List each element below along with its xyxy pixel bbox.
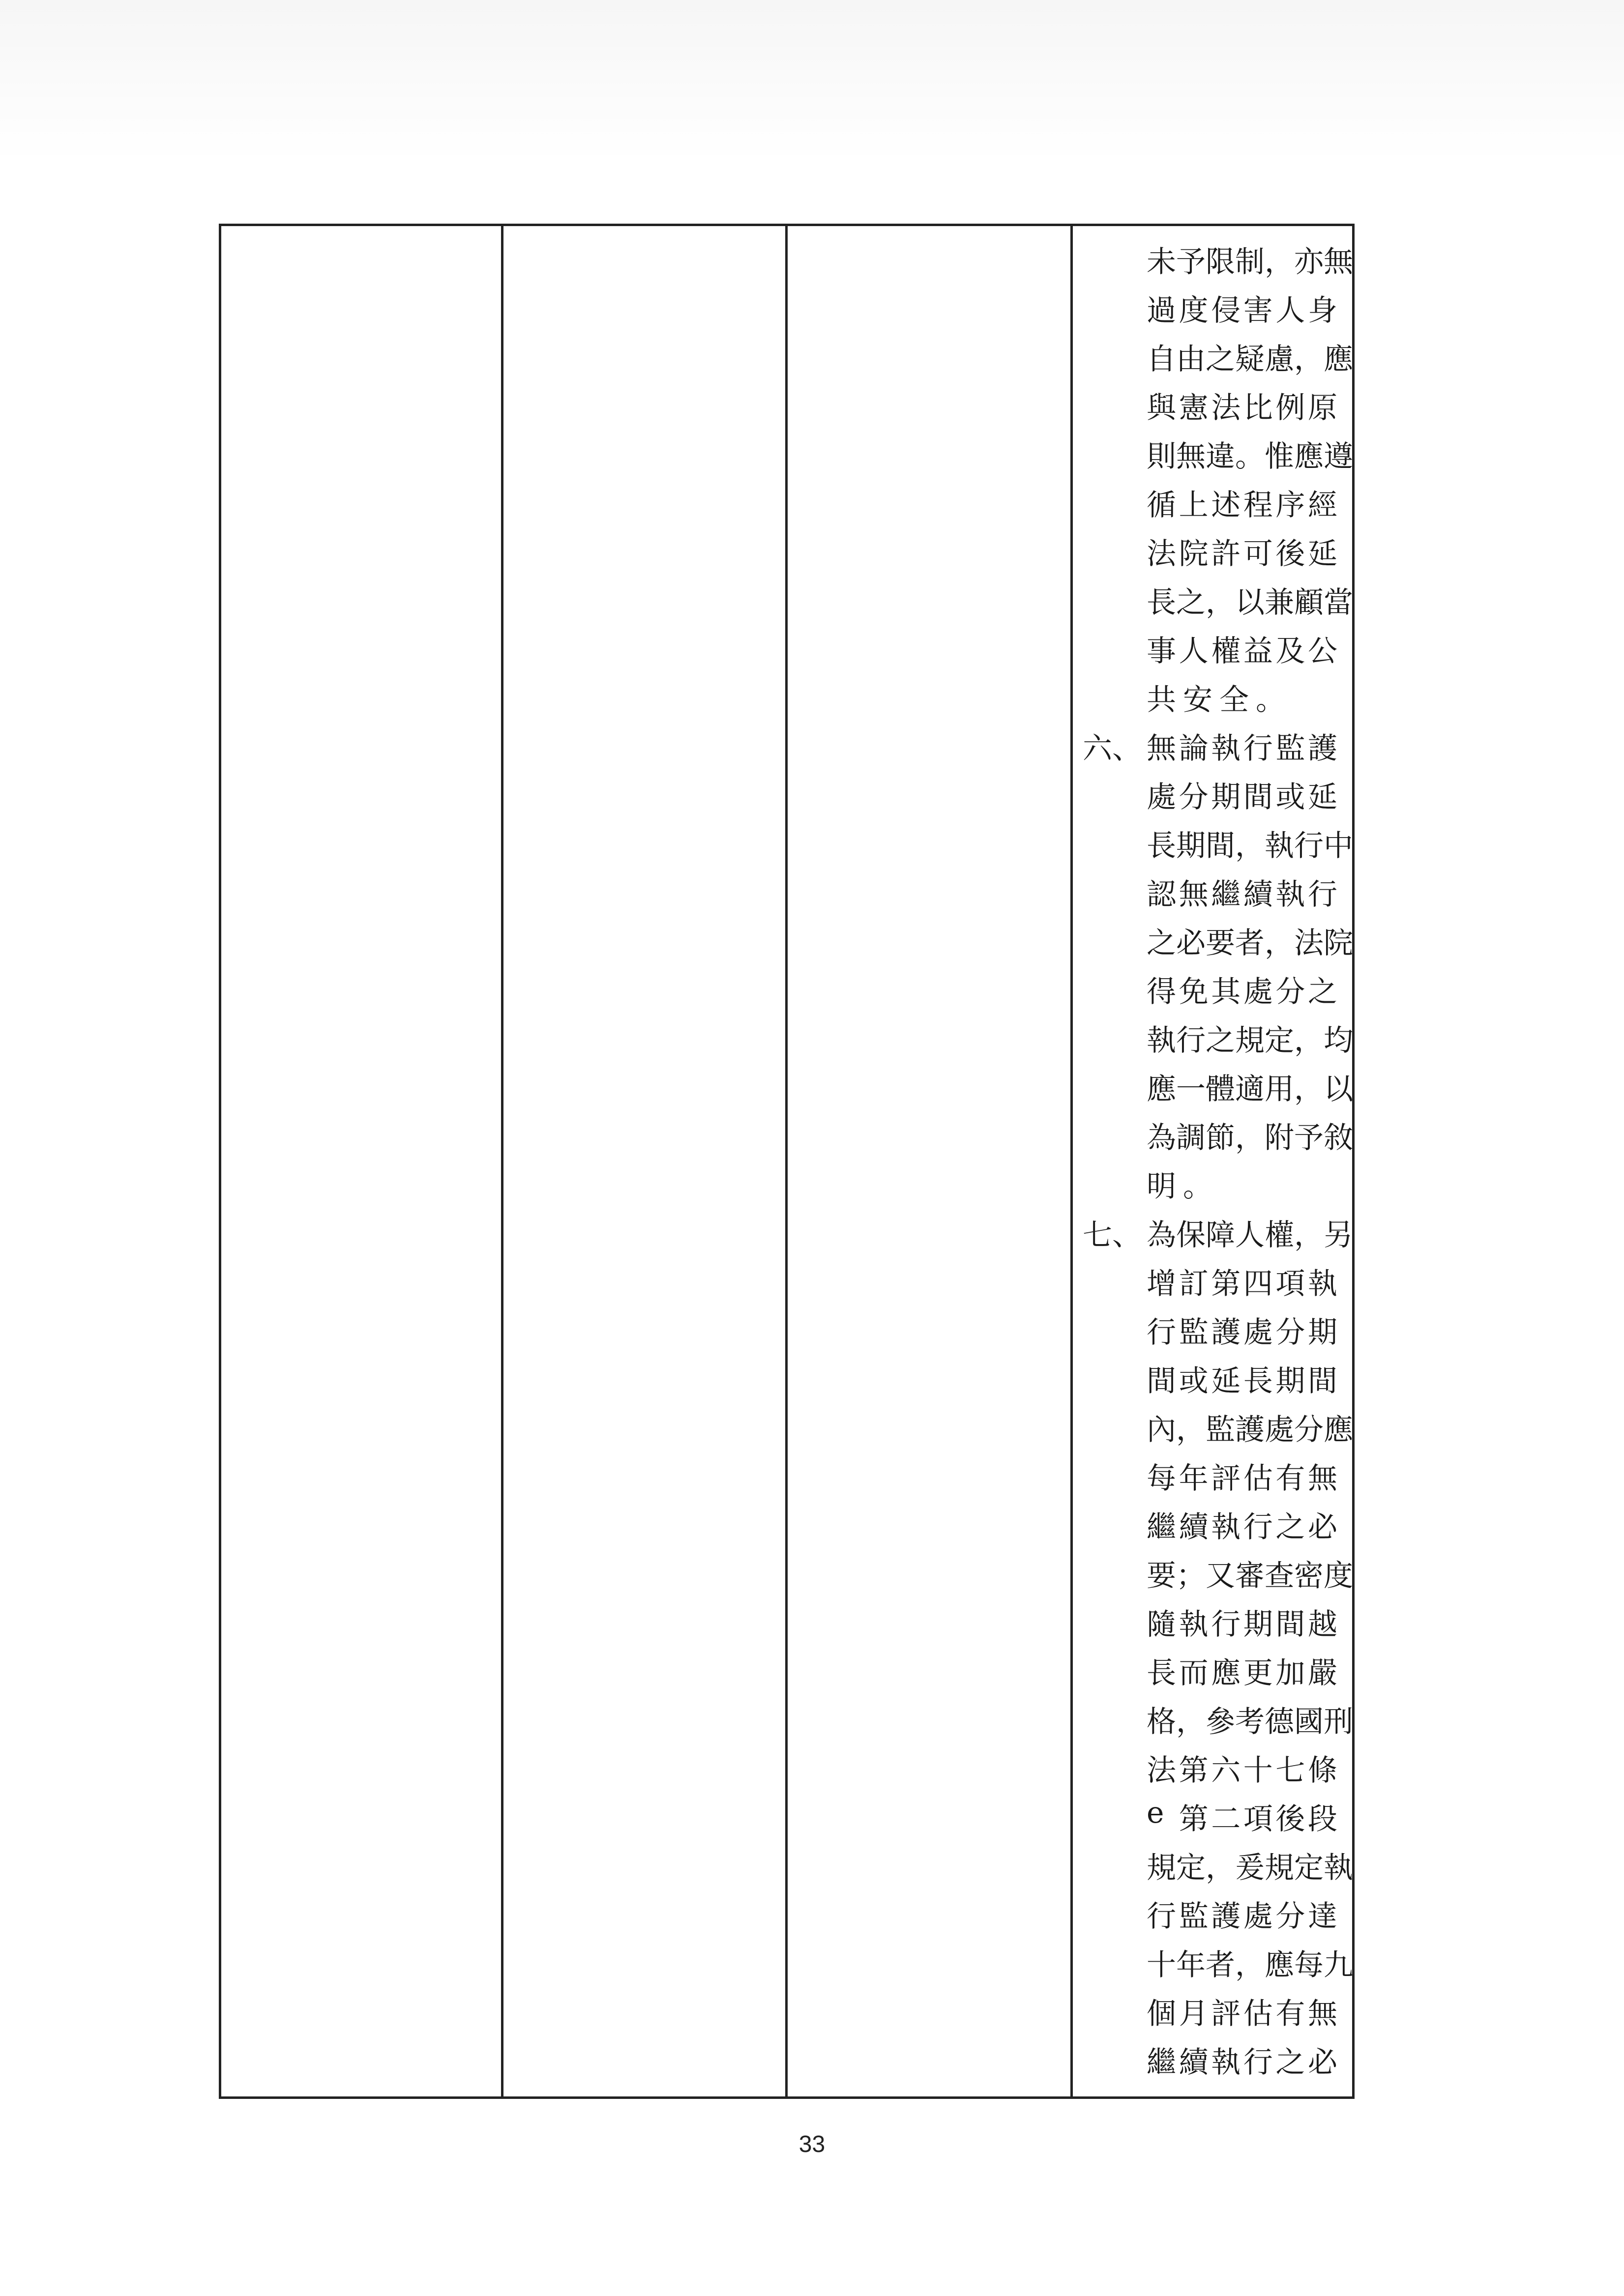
text-line (1083, 1841, 1353, 1889)
text-line (1083, 673, 1337, 722)
text-line (1083, 1306, 1337, 1354)
line-text: 為 保 障 人 權 ， 另 (1147, 1218, 1353, 1252)
line-text: 規 定 ， 爰 規 定 執 (1147, 1850, 1353, 1885)
line-text: e 第 二 項 後 段 (1147, 1795, 1337, 1836)
text-line (1083, 1549, 1353, 1598)
line-text: 法 院 許 可 後 延 (1147, 536, 1337, 571)
line-text: 明 。 (1147, 1169, 1212, 1204)
text-line (1083, 1208, 1353, 1257)
line-text: 長 而 應 更 加 嚴 (1147, 1656, 1337, 1690)
table-column-1 (221, 226, 503, 2096)
line-text: 格 ， 參 考 德 國 刑 (1147, 1704, 1353, 1739)
line-text: 執 行 之 規 定 ， 均 (1147, 1023, 1353, 1058)
text-line (1083, 1744, 1337, 1792)
line-text: 內 ， 監 護 處 分 應 (1147, 1412, 1353, 1447)
text-line (1083, 1646, 1337, 1695)
list-marker: 七、 (1083, 1218, 1142, 1252)
text-line (1083, 1014, 1353, 1062)
line-text: 之 必 要 者 ， 法 院 (1147, 926, 1353, 960)
line-text: 過 度 侵 害 人 身 (1147, 293, 1337, 328)
text-line (1083, 576, 1353, 624)
comparison-table (219, 224, 1355, 2099)
text-line (1083, 819, 1353, 868)
text-line (1083, 770, 1337, 819)
line-text: 繼 續 執 行 之 必 (1147, 1510, 1337, 1544)
line-text: 循 上 述 程 序 經 (1147, 488, 1337, 523)
line-text: 應 一 體 適 用 ， 以 (1147, 1072, 1353, 1106)
line-text: 行 監 護 處 分 達 (1147, 1899, 1337, 1934)
line-text: 增 訂 第 四 項 執 (1147, 1266, 1337, 1301)
line-text: 得 免 其 處 分 之 (1147, 974, 1337, 1009)
line-text: 隨 執 行 期 間 越 (1147, 1607, 1337, 1642)
line-text: 則 無 違 。 惟 應 遵 (1147, 439, 1353, 474)
list-marker: 六、 (1083, 731, 1142, 766)
explanation-text-block (1083, 235, 1353, 2084)
text-line (1083, 1598, 1337, 1646)
line-text: 處 分 期 間 或 延 (1147, 780, 1337, 814)
line-text: 間 或 延 長 期 間 (1147, 1364, 1337, 1398)
table-column-2 (503, 226, 788, 2096)
text-line (1083, 478, 1337, 527)
text-line (1083, 624, 1337, 673)
text-line (1083, 1062, 1353, 1111)
text-line (1083, 916, 1353, 965)
line-text: 行 監 護 處 分 期 (1147, 1315, 1337, 1350)
text-line (1083, 1792, 1337, 1841)
text-line (1083, 430, 1353, 478)
text-line (1083, 284, 1337, 332)
line-text: 繼 續 執 行 之 必 (1147, 2045, 1337, 2080)
text-line (1083, 1695, 1353, 1744)
text-line (1083, 2035, 1337, 2084)
line-text: 長 之 ， 以 兼 顧 當 (1147, 585, 1353, 620)
text-line (1083, 1889, 1337, 1938)
text-line (1083, 1938, 1353, 1987)
text-line (1083, 527, 1337, 576)
table-column-4-explanation (1073, 226, 1352, 2096)
line-text: 認 無 繼 續 執 行 (1147, 877, 1337, 912)
line-text: 未 予 限 制 ， 亦 無 (1147, 244, 1353, 279)
text-line (1083, 1160, 1337, 1208)
text-line (1083, 1452, 1337, 1500)
scan-shading (0, 0, 1624, 162)
line-text: 為 調 節 ， 附 予 敘 (1147, 1120, 1353, 1155)
line-text: 十 年 者 ， 應 每 九 (1147, 1947, 1353, 1982)
line-text: 長 期 間 ， 執 行 中 (1147, 828, 1353, 863)
line-text: 與 憲 法 比 例 原 (1147, 390, 1337, 425)
line-text: 事 人 權 益 及 公 (1147, 634, 1337, 668)
text-line (1083, 1403, 1353, 1452)
text-line (1083, 1500, 1337, 1549)
text-line (1083, 381, 1337, 430)
text-line (1083, 1111, 1353, 1160)
line-text: 自 由 之 疑 慮 ， 應 (1147, 342, 1353, 377)
table-column-3 (788, 226, 1073, 2096)
text-line (1083, 235, 1353, 284)
text-line (1083, 722, 1337, 770)
line-text: 個 月 評 估 有 無 (1147, 1996, 1337, 2031)
text-line (1083, 965, 1337, 1014)
line-text: 共 安 全 。 (1147, 682, 1285, 717)
line-text: 無 論 執 行 監 護 (1147, 731, 1337, 766)
line-text: 法 第 六 十 七 條 (1147, 1753, 1337, 1788)
text-line (1083, 868, 1337, 916)
line-text: 每 年 評 估 有 無 (1147, 1461, 1337, 1496)
text-line (1083, 332, 1353, 381)
line-text: 要 ； 又 審 查 密 度 (1147, 1558, 1353, 1593)
page-number: 33 (798, 2131, 826, 2157)
text-line (1083, 1987, 1337, 2035)
text-line (1083, 1354, 1337, 1403)
text-line (1083, 1257, 1337, 1306)
